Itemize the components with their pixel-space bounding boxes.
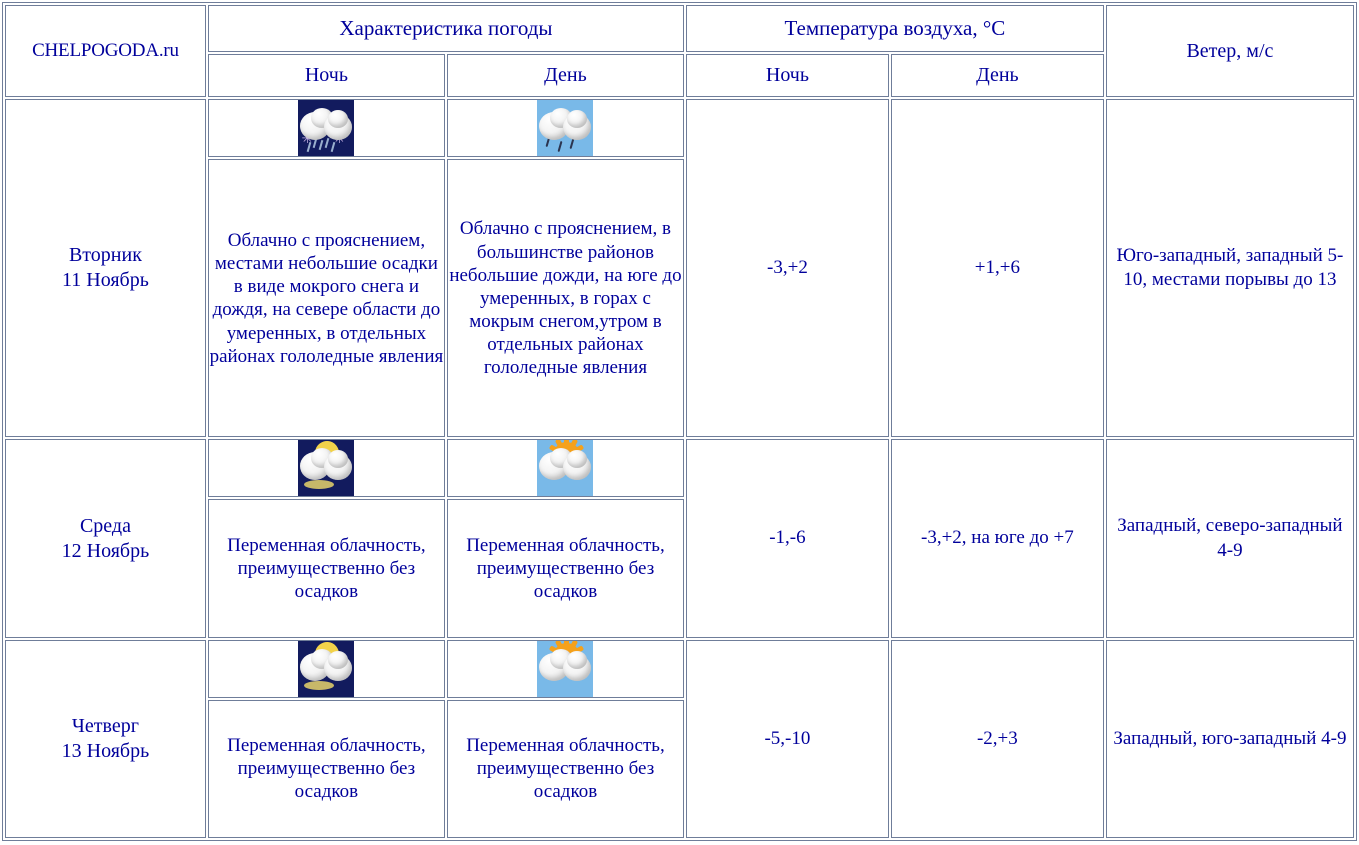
forecast-date-value: 13 Ноябрь xyxy=(61,739,150,762)
moon-clouds-icon xyxy=(298,440,354,496)
moon-clouds-icon xyxy=(298,641,354,697)
day-weather-cell xyxy=(447,439,684,637)
table-row xyxy=(5,439,1354,637)
sun-clouds-icon xyxy=(537,440,593,496)
night-icon-cell xyxy=(208,99,445,157)
forecast-day-name: Вторник xyxy=(68,244,142,267)
sun-clouds-icon xyxy=(537,641,593,697)
wind-value: Западный, северо-западный 4-9 xyxy=(1106,439,1354,637)
site-brand: CHELPOGODA.ru xyxy=(5,5,206,97)
wind-value: Западный, юго-западный 4-9 xyxy=(1106,640,1354,838)
day-description: Переменная облачность, преимущественно без осадков xyxy=(447,700,684,838)
header-weather-night: Ночь xyxy=(208,54,445,98)
day-temperature: -2,+3 xyxy=(891,640,1104,838)
day-icon-cell xyxy=(447,99,684,157)
day-temperature: -3,+2, на юге до +7 xyxy=(891,439,1104,637)
table-header-row-1 xyxy=(5,5,1354,52)
forecast-day-name: Четверг xyxy=(71,714,139,737)
table-row xyxy=(5,99,1354,437)
header-weather-day: День xyxy=(447,54,684,98)
forecast-date xyxy=(5,439,206,637)
night-temperature: -3,+2 xyxy=(686,99,889,437)
day-description: Переменная облачность, преимущественно без осадков xyxy=(447,499,684,637)
night-description: Переменная облачность, преимущественно без осадков xyxy=(208,700,445,838)
day-weather-cell xyxy=(447,640,684,838)
forecast-day-name: Среда xyxy=(79,514,131,537)
clouds-sleet-icon xyxy=(298,100,354,156)
header-temp-night: Ночь xyxy=(686,54,889,98)
day-icon-cell xyxy=(447,640,684,698)
wind-value: Юго-западный, западный 5-10, местами порывы до 13 xyxy=(1106,99,1354,437)
forecast-date xyxy=(5,99,206,437)
forecast-date xyxy=(5,640,206,838)
night-icon-cell xyxy=(208,439,445,497)
clouds-rain-icon xyxy=(537,100,593,156)
day-description: Облачно с прояснением, в большинстве районов небольшие дожди, на юге до умеренных, в горах с мокрым снегом,утром в отдельных районах гололедные явления xyxy=(447,159,684,437)
day-icon-cell xyxy=(447,439,684,497)
night-temperature: -5,-10 xyxy=(686,640,889,838)
night-icon-cell xyxy=(208,640,445,698)
night-weather-cell xyxy=(208,99,445,437)
header-temperature-group: Температура воздуха, °C xyxy=(686,5,1104,52)
night-description: Переменная облачность, преимущественно без осадков xyxy=(208,499,445,637)
header-weather-group: Характеристика погоды xyxy=(208,5,684,52)
forecast-date-value: 12 Ноябрь xyxy=(61,539,150,562)
night-temperature: -1,-6 xyxy=(686,439,889,637)
night-weather-cell xyxy=(208,640,445,838)
header-wind-group: Ветер, м/с xyxy=(1106,5,1354,97)
forecast-date-value: 11 Ноябрь xyxy=(62,269,149,292)
weather-forecast-table xyxy=(2,2,1357,841)
day-temperature: +1,+6 xyxy=(891,99,1104,437)
day-weather-cell xyxy=(447,99,684,437)
night-description: Облачно с прояснением, местами небольшие осадки в виде мокрого снега и дождя, на севере области до умеренных, в отдельных районах гололедные явления xyxy=(208,159,445,437)
table-row xyxy=(5,640,1354,838)
night-weather-cell xyxy=(208,439,445,637)
header-temp-day: День xyxy=(891,54,1104,98)
